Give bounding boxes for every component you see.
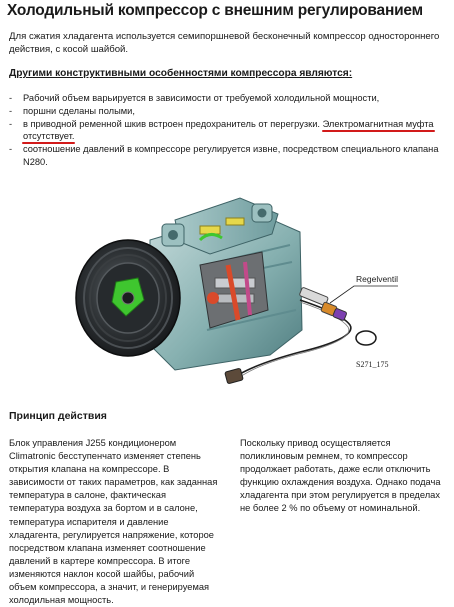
o-ring — [356, 331, 376, 345]
intro-paragraph: Для сжатия хладагента используется семипоршневой бесконечный компрессор одностороннего действия, с косой шайбой. — [9, 31, 440, 55]
highlight-absent: отсутствует. — [23, 131, 75, 142]
principle-heading: Принцип действия — [9, 410, 107, 422]
feature-item-3 — [9, 118, 445, 144]
feature-item-2: - поршни сделаны полыми, — [9, 105, 445, 118]
page-title: Холодильный компрессор с внешним регулированием — [7, 2, 423, 19]
feature-item-3-text: в приводной ременной шкив встроен предохранитель от перегрузки. — [23, 118, 320, 129]
principle-right-column: Поскольку привод осуществляется поликлиновым ремнем, то компрессор продолжает работать, даже если отключить функцию охлаждения воздуха. Однако подача хладагента при этом регулируется в пределах не более 2 % по объему от номинальной. — [240, 438, 441, 514]
compressor-figure — [0, 170, 454, 402]
principle-left-column: Блок управления J255 кондиционером Climatronic бесступенчато изменяет степень открытия клапана на компрессоре. В зависимости от таких параметров, как заданная температура в салоне, фактическая температура воздуха за бортом и в салоне, температура испарителя и давление хладагента, регулируется напряжение, которое посредством клапана изменяет соотношение давлений в картере компрессора. В итоге изменяются наклон косой шайбы, рабочий объем компрессора, а значит, и генерируемая холодильная мощность. — [9, 438, 218, 606]
highlight-clutch: Электромагнитная муфта — [322, 118, 434, 129]
features-heading: Другими конструктивными особенностями компрессора являются: — [9, 68, 353, 79]
feature-item-4: - соотношение давлений в компрессоре регулируется извне, посредством специального клапана N280. — [9, 143, 445, 169]
valve-label: Regelventil — [356, 274, 399, 284]
cable-connector — [225, 368, 244, 384]
features-list — [9, 92, 445, 169]
figure-code: S271_175 — [356, 360, 389, 369]
feature-item-1: - Рабочий объем варьируется в зависимости от требуемой холодильной мощности, — [9, 92, 445, 105]
